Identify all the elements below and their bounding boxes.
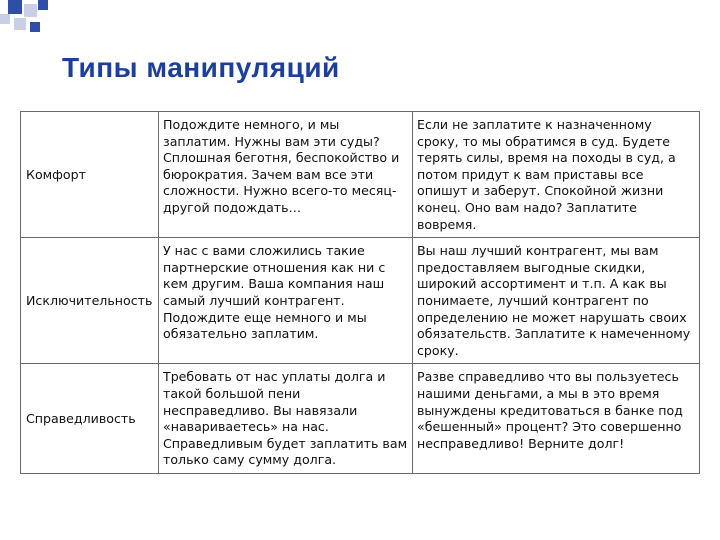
manipulation-types-table	[20, 111, 700, 474]
table-cell: Разве справедливо что вы пользуетесь нашими деньгами, а мы в это время вынуждены кредитоваться в банке под «бешенный» процент? Это совершенно несправедливо! Верните долг!	[413, 364, 700, 474]
page-title: Типы манипуляций	[62, 52, 340, 83]
deco-square	[30, 22, 40, 32]
deco-square	[24, 4, 37, 17]
table-cell: Вы наш лучший контрагент, мы вам предоставляем выгодные скидки, широкий ассортимент и т.п. А как вы понимаете, лучший контрагент по определению не может нарушать своих обязательств. Заплатите к намеченному сроку.	[413, 238, 700, 364]
table-cell: Подождите немного, и мы заплатим. Нужны вам эти суды? Сплошная беготня, беспокойство и бюрократия. Зачем вам все эти сложности. Нужно всего-то месяц-другой подождать…	[159, 112, 413, 238]
table-row	[21, 238, 700, 364]
table-row	[21, 112, 700, 238]
row-label: Комфорт	[21, 112, 159, 238]
row-label: Справедливость	[21, 364, 159, 474]
deco-square	[8, 0, 22, 14]
table-cell: Если не заплатите к назначенному сроку, то мы обратимся в суд. Будете терять силы, время на походы в суд, а потом придут к вам приставы все опишут и заберут. Спокойной жизни конец. Оно вам надо? Заплатите вовремя.	[413, 112, 700, 238]
table-cell: Требовать от нас уплаты долга и такой большой пени несправедливо. Вы навязали «навариваетесь» на нас. Справедливым будет заплатить вам только саму сумму долга.	[159, 364, 413, 474]
table-row	[21, 364, 700, 474]
deco-square	[38, 0, 48, 10]
table-cell: У нас с вами сложились такие партнерские отношения как ни с кем другим. Ваша компания наш самый лучший контрагент. Подождите еще немного и мы обязательно заплатим.	[159, 238, 413, 364]
deco-square	[14, 18, 26, 30]
decorative-squares	[0, 0, 720, 50]
deco-square	[0, 14, 10, 24]
row-label: Исключительность	[21, 238, 159, 364]
